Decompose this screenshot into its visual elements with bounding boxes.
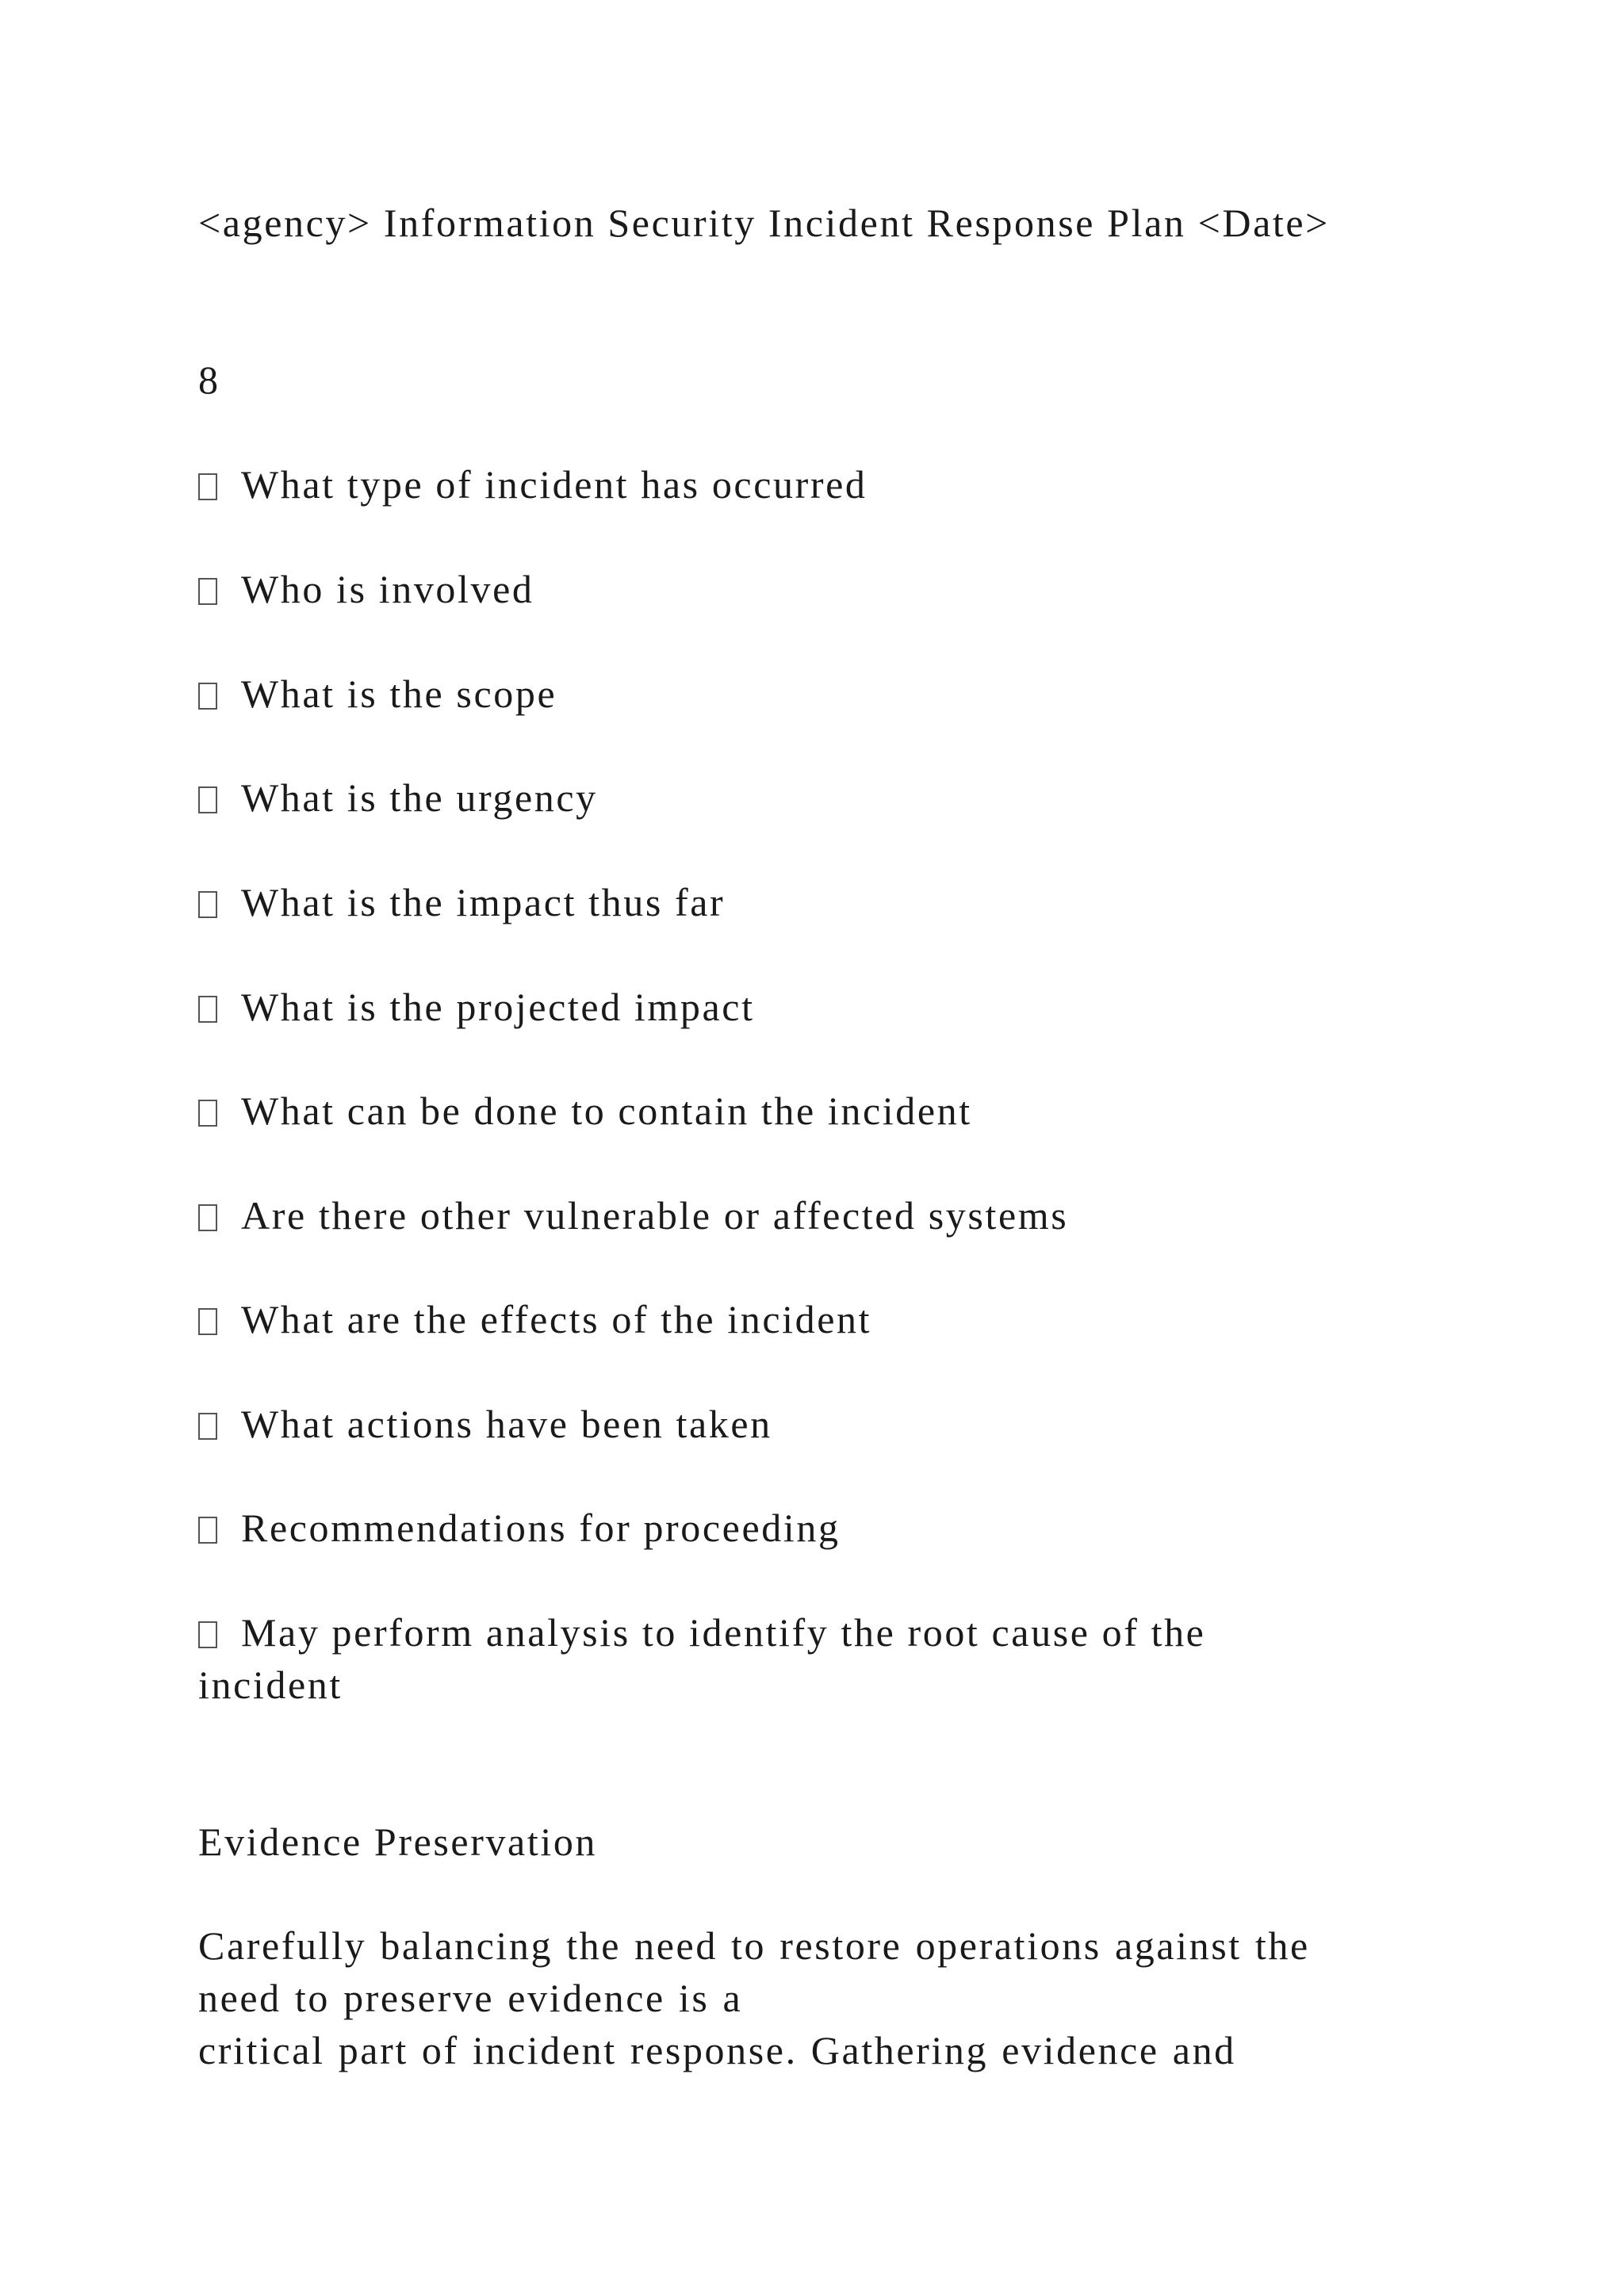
bullet-continuation: incident	[198, 1663, 343, 1707]
missing-glyph-icon	[198, 473, 217, 500]
bullet-item	[198, 563, 534, 615]
page-header: <agency> Information Security Incident Response Plan <Date>	[198, 201, 1330, 245]
bullet-text: What actions have been taken	[241, 1402, 772, 1446]
missing-glyph-icon	[198, 1204, 217, 1231]
bullet-item	[198, 1398, 772, 1450]
bullet-item	[198, 1085, 972, 1137]
missing-glyph-icon	[198, 1308, 217, 1335]
missing-glyph-icon	[198, 1517, 217, 1544]
bullet-item	[198, 1189, 1068, 1242]
bullet-text: What are the effects of the incident	[241, 1297, 872, 1341]
bullet-item	[198, 981, 755, 1033]
paragraph-line: Carefully balancing the need to restore operations against the	[198, 1923, 1310, 1968]
missing-glyph-icon	[198, 1621, 217, 1648]
page-number: 8	[198, 358, 220, 402]
bullet-text: What is the impact thus far	[241, 880, 726, 924]
bullet-item-root-cause	[198, 1606, 1205, 1659]
missing-glyph-icon	[198, 1413, 217, 1440]
bullet-item	[198, 668, 557, 720]
missing-glyph-icon	[198, 1100, 217, 1127]
bullet-text: What type of incident has occurred	[241, 462, 868, 507]
bullet-item	[198, 1293, 871, 1345]
bullet-text: What is the projected impact	[241, 985, 755, 1029]
bullet-item	[198, 458, 868, 511]
section-paragraph	[198, 1919, 1435, 2076]
bullet-text: What is the urgency	[241, 775, 598, 820]
missing-glyph-icon	[198, 578, 217, 605]
bullet-text: What can be done to contain the incident	[241, 1089, 972, 1133]
bullet-item	[198, 771, 598, 824]
missing-glyph-icon	[198, 683, 217, 710]
bullet-text: Who is involved	[241, 567, 534, 611]
missing-glyph-icon	[198, 786, 217, 813]
bullet-text: Recommendations for proceeding	[241, 1506, 841, 1550]
bullet-text: May perform analysis to identify the root cause of the	[241, 1610, 1206, 1655]
missing-glyph-icon	[198, 891, 217, 918]
paragraph-line: critical part of incident response. Gathering evidence and	[198, 2028, 1236, 2072]
section-heading: Evidence Preservation	[198, 1820, 598, 1864]
bullet-text: What is the scope	[241, 672, 557, 716]
bullet-item	[198, 1502, 841, 1554]
bullet-item	[198, 876, 725, 928]
missing-glyph-icon	[198, 996, 217, 1023]
paragraph-line: need to preserve evidence is a	[198, 1976, 743, 2020]
bullet-text: Are there other vulnerable or affected systems	[241, 1193, 1069, 1238]
